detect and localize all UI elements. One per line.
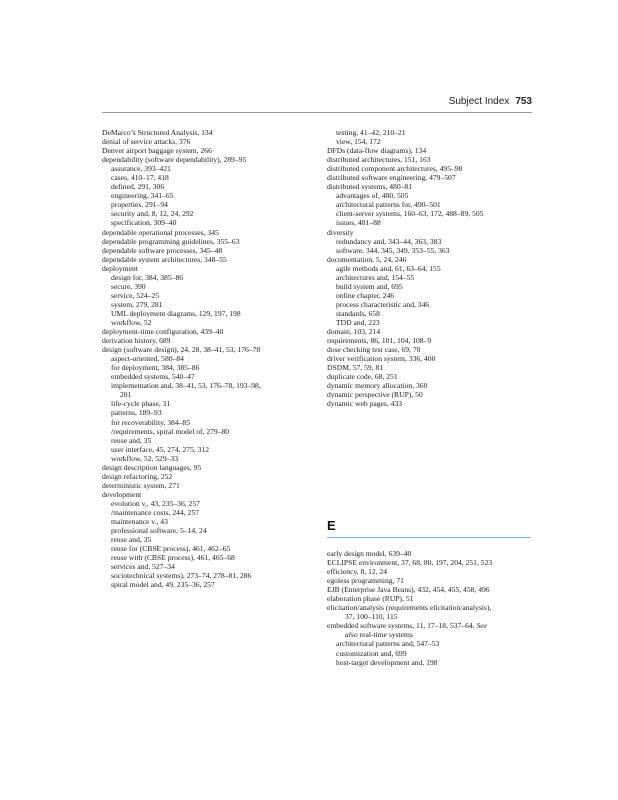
running-header [449,96,532,107]
index-subentry [327,191,535,200]
entry-text: DeMarco’s Structured Analysis, 134 [102,128,213,137]
entry-text: 37, 100–110, 115 [345,612,398,622]
entry-text: design (software design), 24, 28, 38–41, 53, 176–78 [102,345,261,355]
entry-text: host-target development and, 198 [336,657,438,667]
entry-text: deployment-time configuration, 439–40 [102,327,224,337]
index-subentry [327,273,535,282]
entry-text: early design model, 639–40 [327,549,412,558]
entry-text: aspect-oriented, 580–84 [111,354,184,364]
index-subentry [102,454,310,463]
see-also-label: See [474,621,487,631]
index-subentry [327,300,535,309]
index-entry [102,146,310,155]
index-entry [327,255,535,264]
entry-text: development [102,489,142,499]
entry-text: dynamic perspective (RUP), 50 [327,390,423,400]
entry-text: maintenance v., 43 [111,517,168,527]
entry-text: workflow, 52, 529–33 [111,453,179,463]
index-subentry [102,363,310,372]
entry-text: system, 279, 281 [111,299,163,309]
index-subentry [102,418,310,427]
entry-text: client-server systems, 160–63, 172, 488–89, 505 [336,209,484,219]
index-entry [102,237,310,246]
entry-text: secure, 390 [111,281,146,291]
index-subentry [102,445,310,454]
entry-text: ECLIPSE environment, 37, 68, 80, 197, 204, 251, 523 [327,558,493,568]
index-entry [327,390,535,399]
index-subentry [327,218,535,227]
index-subentry [102,282,310,291]
index-entry [327,146,535,155]
entry-text: online chapter, 246 [336,290,395,300]
entry-text: embedded systems, 540–47 [111,372,195,382]
index-subentry [102,273,310,282]
entry-text: dependable software processes, 345–48 [102,245,223,255]
index-entry [327,164,535,173]
entry-text: service, 524–25 [111,290,160,300]
entry-text: for deployment, 384, 385–86 [111,363,200,373]
entry-text: advantages of, 480, 505 [336,191,409,201]
index-subentry [327,209,535,218]
entry-text: distributed software engineering, 479–507 [327,173,456,183]
index-entry [327,567,535,576]
entry-text: standards, 658 [336,308,380,318]
index-entry [102,336,310,345]
index-subentry [102,427,310,436]
index-entry [327,155,535,164]
index-entry [102,490,310,499]
entry-text: domain, 103, 214 [327,327,381,337]
index-subentry [327,137,535,146]
index-subentry [102,309,310,318]
entry-text: dependable programming guidelines, 355–63 [102,236,240,246]
right-index-column [327,128,535,408]
entry-text: user interface, 45, 274, 275, 312 [111,444,210,454]
entry-text: design refactoring, 252 [102,471,173,481]
index-entry [327,345,535,354]
index-entry [327,621,535,630]
entry-text: dynamic memory allocation, 360 [327,381,428,391]
entry-text: DSDM, 57, 59, 81 [327,363,384,373]
index-entry [327,576,535,585]
entry-text: for recoverability, 384–85 [111,417,191,427]
section-e-heading [327,518,531,538]
index-subentry [102,580,310,589]
index-entry [327,549,535,558]
index-entry [102,345,310,354]
entry-text: redundancy and, 343–44, 363, 383 [336,236,442,246]
index-subentry [102,209,310,218]
entry-text: properties, 291–94 [111,200,168,210]
entry-text: specification, 309–40 [111,218,177,228]
index-entry [102,327,310,336]
entry-text: 201 [120,390,132,400]
index-subentry [327,318,535,327]
entry-text: implementation and, 38–41, 53, 176–78, 193–98, [111,381,261,391]
entry-text: customization and, 699 [336,648,407,658]
index-subentry [102,300,310,309]
entry-text: elaboration phase (RUP), 51 [327,594,414,604]
index-entry [327,354,535,363]
index-subentry [327,291,535,300]
entry-text: security and, 8, 12, 24, 292 [111,209,194,219]
see-also-tail: also [345,630,360,640]
entry-text: patterns, 189–93 [111,408,162,418]
entry-text: testing, 41–42, 210–21 [336,128,406,137]
index-entry [102,155,310,164]
index-subentry [102,173,310,182]
section-letter: E [327,518,336,533]
entry-text: architectures and, 154–55 [336,272,415,282]
entry-text: view, 154, 172 [336,137,381,147]
index-subentry [102,291,310,300]
index-entry [327,327,535,336]
entry-text: DFDs (data-flow diagrams), 134 [327,146,427,156]
entry-text: reuse and, 35 [111,535,152,545]
entry-text: /maintenance costs, 244, 257 [111,507,199,517]
index-entry [102,246,310,255]
entry-text: egoless programming, 71 [327,576,404,586]
entry-text: distributed component architectures, 495–98 [327,164,463,174]
index-subentry [102,399,310,408]
index-subentry [102,182,310,191]
index-subentry [102,517,310,526]
index-subentry [102,553,310,562]
index-continuation [102,390,310,399]
entry-text: driver verification system, 336, 400 [327,354,436,364]
index-entry [102,255,310,264]
index-entry [327,228,535,237]
entry-text: reuse for (CBSE process), 461, 462–65 [111,544,231,554]
index-subentry [102,562,310,571]
index-subentry [102,508,310,517]
entry-text: dose checking test case, 69, 70 [327,345,421,355]
index-subentry [102,191,310,200]
index-entry [327,182,535,191]
section-e-entries [327,549,535,667]
section-rule [327,537,531,538]
index-entry [327,594,535,603]
index-subentry [102,218,310,227]
index-subentry [102,164,310,173]
entry-text: duplicate code, 68, 251 [327,372,398,382]
entry-text: derivation history, 689 [102,336,171,346]
index-entry [327,381,535,390]
index-subentry [102,571,310,580]
entry-text: design for, 384, 385–86 [111,272,184,282]
index-continuation [327,630,535,639]
index-subentry [102,499,310,508]
entry-text: services and, 527–34 [111,562,175,572]
entry-text: spiral model and, 49, 235–36, 257 [111,580,215,590]
index-entry [327,173,535,182]
index-entry [102,481,310,490]
index-entry [327,603,535,612]
entry-text: deployment [102,263,138,273]
entry-text: distributed architectures, 151, 163 [327,155,431,165]
index-subentry [327,128,535,137]
entry-text: professional software, 5–14, 24 [111,526,207,536]
index-subentry [102,354,310,363]
index-subentry [327,649,535,658]
index-subentry [102,408,310,417]
entry-text: reuse and, 35 [111,435,152,445]
index-subentry [327,282,535,291]
index-subentry [102,200,310,209]
index-entry [327,363,535,372]
index-entry [102,264,310,273]
entry-text: deterministic system, 271 [102,480,180,490]
index-entry [327,399,535,408]
entry-text: EJB (Enterprise Java Beans), 432, 454, 455, 458, 496 [327,585,490,595]
entry-text: reuse with (CBSE process), 461, 465–68 [111,553,235,563]
entry-text: TDD and, 223 [336,317,380,327]
entry-text: assurance, 393–421 [111,164,171,174]
entry-text: embedded software systems, 11, 17–18, 537–64. [327,621,475,631]
entry-text: agile methods and, 61, 63–64, 155 [336,263,441,273]
entry-text: life-cycle phase, 31 [111,399,171,409]
index-subentry [102,535,310,544]
see-also-target: real-time systems [359,630,413,640]
left-index-column [102,128,310,589]
entry-text: design description languages, 95 [102,462,202,472]
index-entry [327,372,535,381]
index-entry [102,463,310,472]
index-subentry [327,639,535,648]
entry-text: process characteristic and, 346 [336,299,430,309]
entry-text: distributed systems, 480–81 [327,182,413,192]
index-entry [102,128,310,137]
header-title: Subject Index [448,96,510,107]
index-subentry [102,318,310,327]
entry-text: architectural patterns for, 490–501 [336,200,441,210]
index-entry [102,228,310,237]
entry-text: workflow, 52 [111,317,152,327]
entry-text: sociotechnical systems), 273–74, 278–81, 286 [111,571,252,581]
index-entry [102,137,310,146]
index-entry [327,585,535,594]
entry-text: dependable system architectures, 348–55 [102,254,227,264]
entry-text: /requirements, spiral model of, 279–80 [111,426,230,436]
index-subentry [102,544,310,553]
entry-text: evolution v., 43, 235–36, 257 [111,498,200,508]
entry-text: diversity [327,227,354,237]
entry-text: dependable operational processes, 345 [102,227,219,237]
index-subentry [327,200,535,209]
index-continuation [327,612,535,621]
entry-text: software, 344, 345, 349, 353–55, 363 [336,245,450,255]
entry-text: defined, 291, 306 [111,182,165,192]
entry-text: UML deployment diagrams, 129, 197, 198 [111,308,241,318]
index-subentry [327,246,535,255]
entry-text: documentation, 5, 24, 246 [327,254,407,264]
entry-text: denial of service attacks, 376 [102,137,191,147]
header-rule [102,112,532,113]
entry-text: build system and, 695 [336,281,403,291]
entry-text: elicitation/analysis (requirements elicitation/analysis), [327,603,492,613]
index-subentry [327,237,535,246]
entry-text: architectural patterns and, 547–53 [336,639,440,649]
index-subentry [102,436,310,445]
entry-text: efficiency, 8, 12, 24 [327,567,388,577]
index-subentry [102,526,310,535]
entry-text: requirements, 86, 101, 104, 108–9 [327,336,432,346]
index-entry [327,336,535,345]
index-subentry [327,264,535,273]
entry-text: issues, 481–88 [336,218,381,228]
index-subentry [102,372,310,381]
index-entry [102,472,310,481]
index-subentry [327,309,535,318]
index-subentry [102,381,310,390]
entry-text: dynamic web pages, 433 [327,399,403,409]
entry-text: cases, 410–17, 418 [111,173,169,183]
entry-text: dependability (software dependability), 289–95 [102,155,247,165]
entry-text: engineering, 341–65 [111,191,174,201]
page-number: 753 [515,96,532,107]
entry-text: Denver airport baggage system, 266 [102,146,212,156]
index-subentry [327,658,535,667]
index-entry [327,558,535,567]
